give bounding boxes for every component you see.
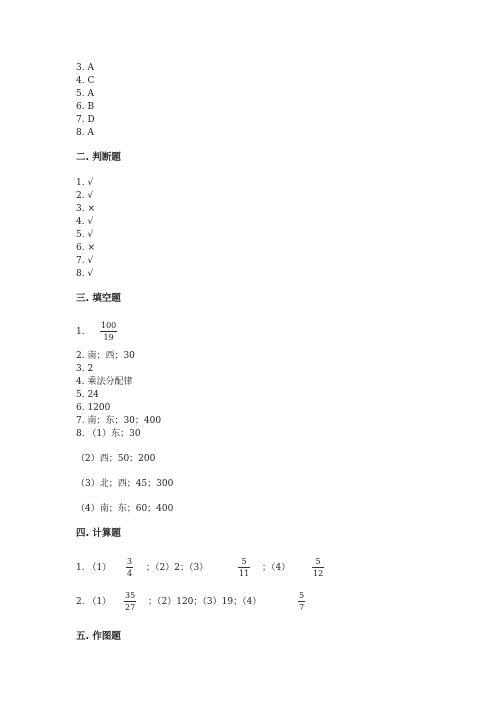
fraction-denominator: 11: [239, 569, 250, 578]
answer-line: 5. √: [76, 230, 94, 240]
answer-line: 2. 南；西；30: [76, 351, 135, 361]
fraction: [126, 557, 133, 578]
fraction-numerator: 3: [127, 557, 133, 566]
section-heading-judgement: 二. 判断题: [76, 152, 121, 163]
fraction-numerator: 5: [299, 591, 305, 600]
fraction-denominator: 12: [313, 569, 324, 578]
answer-line: 6. ×: [76, 243, 95, 253]
section-heading-drawing: 五. 作图题: [76, 631, 121, 642]
answer-line: 7. 南；东；30；400: [76, 416, 162, 426]
fraction-bar: [126, 567, 133, 568]
answer-line: （4）南；东；60；400: [76, 504, 174, 514]
answer-line: 8. （1）东；30: [76, 429, 141, 439]
answer-line: 5. A: [76, 89, 94, 99]
answer-line: 6. B: [76, 102, 95, 112]
answer-line: 7. D: [76, 115, 95, 125]
answer-line: 8. √: [76, 269, 94, 279]
fraction-denominator: 19: [103, 333, 114, 342]
answer-line: 5. 24: [76, 390, 99, 400]
fraction: [312, 557, 324, 578]
answer-line: 3. ×: [76, 204, 95, 214]
answer-text: ；（2）120；（3）19；（4）: [148, 597, 262, 607]
section-heading-calculation: 四. 计算题: [76, 528, 121, 539]
answer-text: ；（2）2；（3）: [146, 563, 209, 573]
answer-line: （2）西；50；200: [76, 454, 156, 464]
fraction-numerator: 35: [125, 591, 136, 600]
question-label: 2. （1）: [76, 597, 112, 607]
answer-line: 3. 2: [76, 364, 94, 374]
answer-line: 4. 乘法分配律: [76, 377, 133, 387]
fraction-bar: [312, 567, 324, 568]
fraction-denominator: 4: [127, 569, 133, 578]
fraction-denominator: 27: [125, 603, 136, 612]
fraction-numerator: 100: [101, 321, 117, 330]
answer-line: （3）北；西；45；300: [76, 479, 174, 489]
answer-line: 7. √: [76, 256, 94, 266]
fraction-numerator: 5: [241, 557, 247, 566]
fraction: [238, 557, 250, 578]
answer-line: 3. A: [76, 63, 94, 73]
answer-line: 8. A: [76, 128, 94, 138]
fraction-bar: [100, 331, 117, 332]
fraction-denominator: 7: [299, 603, 305, 612]
fraction-bar: [298, 601, 305, 602]
answer-line: 4. C: [76, 76, 95, 86]
section-heading-fill-blank: 三. 填空题: [76, 293, 121, 304]
answer-line: 2. √: [76, 191, 94, 201]
answer-text: ；（4）: [262, 563, 291, 573]
answer-line: 4. √: [76, 217, 94, 227]
fraction-bar: [124, 601, 136, 602]
answer-line: 1. √: [76, 178, 94, 188]
answer-line: 6. 1200: [76, 403, 111, 413]
fraction-numerator: 5: [315, 557, 321, 566]
fraction: [100, 321, 117, 342]
fraction: [298, 591, 305, 612]
question-label: 1.: [76, 327, 85, 337]
fraction-bar: [238, 567, 250, 568]
question-label: 1. （1）: [76, 563, 112, 573]
fraction: [124, 591, 136, 612]
